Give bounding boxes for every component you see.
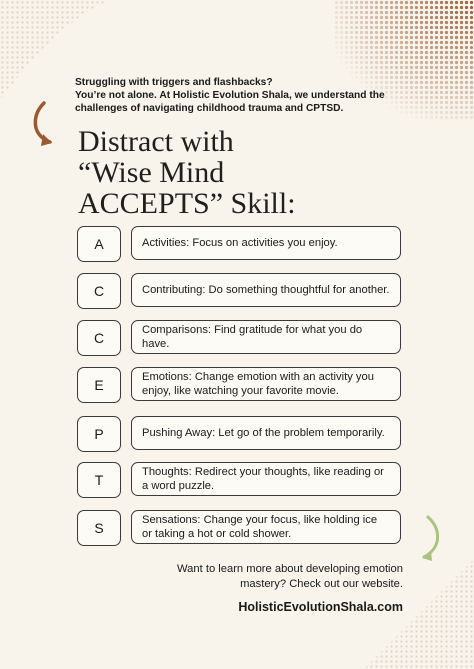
cta-text — [160, 562, 403, 592]
curved-arrow-icon — [30, 100, 60, 148]
list-item — [77, 226, 403, 262]
list-item — [77, 510, 403, 546]
letter-box: C — [77, 320, 121, 356]
letter-box: S — [77, 510, 121, 546]
page-title — [78, 126, 296, 219]
list-item — [77, 462, 403, 498]
description-box: Thoughts: Redirect your thoughts, like reading or a word puzzle. — [131, 462, 401, 496]
description-box: Contributing: Do something thoughtful for another. — [131, 273, 401, 307]
cta-line-1: Want to learn more about developing emotion — [177, 563, 403, 575]
letter-box: E — [77, 367, 121, 403]
description-box: Pushing Away: Let go of the problem temporarily. — [131, 416, 401, 450]
letter-box: A — [77, 226, 121, 262]
intro-line-2: You’re not alone. At Holistic Evolution Shala, we understand the — [75, 90, 385, 101]
description-box: Comparisons: Find gratitude for what you do have. — [131, 320, 401, 354]
letter-box: C — [77, 273, 121, 309]
curved-arrow-icon — [416, 514, 446, 562]
intro-line-3: challenges of navigating childhood trauma and CPTSD. — [75, 103, 344, 114]
title-line-1: Distract with — [78, 125, 234, 158]
title-line-3: ACCEPTS” Skill: — [78, 187, 296, 220]
list-item — [77, 416, 403, 452]
title-line-2: “Wise Mind — [78, 156, 225, 189]
website-link[interactable]: HolisticEvolutionShala.com — [238, 600, 403, 614]
description-box: Activities: Focus on activities you enjoy. — [131, 226, 401, 260]
list-item — [77, 273, 403, 309]
letter-box: P — [77, 416, 121, 452]
letter-box: T — [77, 462, 121, 498]
intro-line-1: Struggling with triggers and flashbacks? — [75, 77, 273, 88]
intro-text — [75, 76, 405, 115]
list-item — [77, 320, 403, 356]
description-box: Sensations: Change your focus, like holding ice or taking a hot or cold shower. — [131, 510, 401, 544]
description-box: Emotions: Change emotion with an activity you enjoy, like watching your favorite movie. — [131, 367, 401, 401]
list-item — [77, 367, 403, 403]
cta-line-2: mastery? Check out our website. — [240, 578, 403, 590]
